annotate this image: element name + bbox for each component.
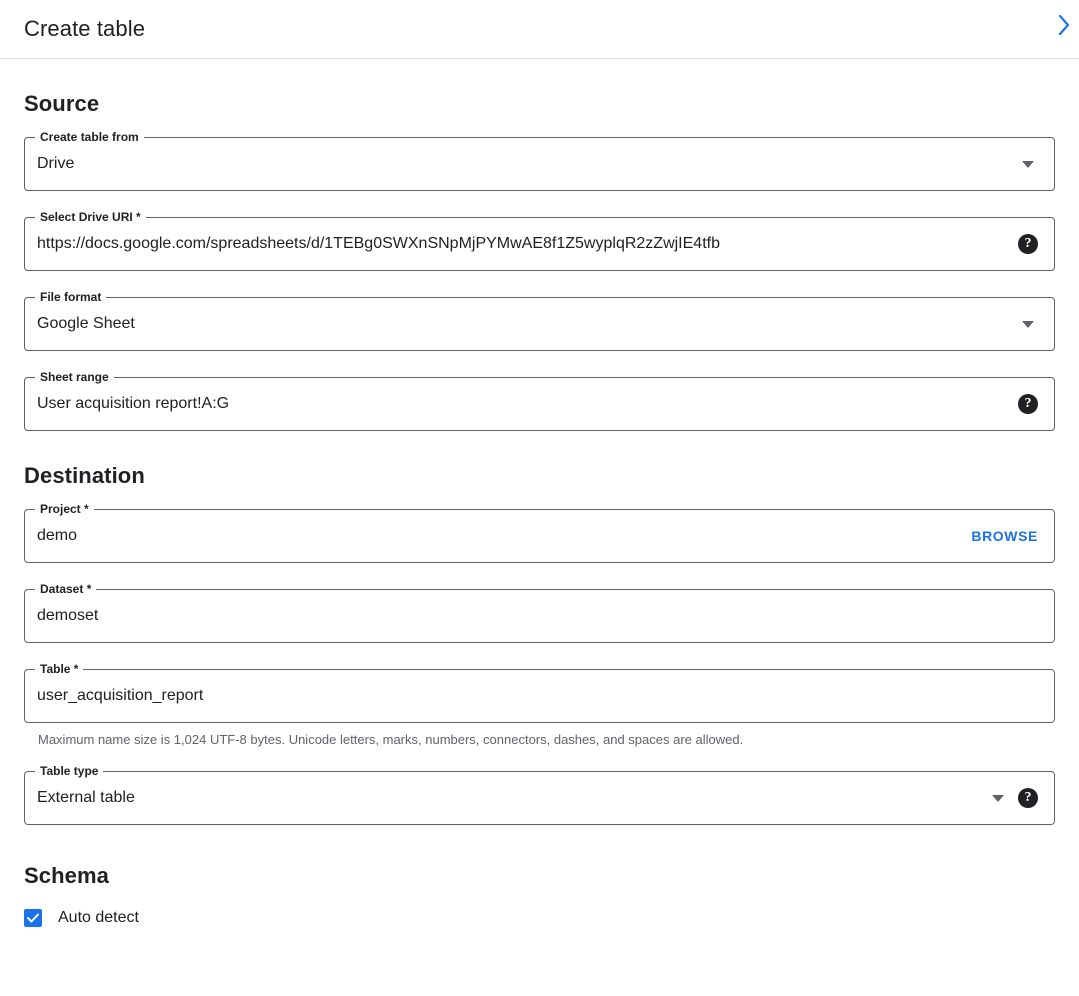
schema-section-title: Schema — [24, 863, 109, 888]
help-icon[interactable]: ? — [1018, 234, 1038, 254]
table-name-label: Table * — [35, 662, 83, 676]
help-icon[interactable]: ? — [1018, 394, 1038, 414]
help-icon[interactable]: ? — [1018, 788, 1038, 808]
auto-detect-checkbox[interactable] — [24, 909, 42, 927]
drive-uri-value: https://docs.google.com/spreadsheets/d/1TEBg0SWXnSNpMjPYMwAE8f1Z5wyplqR2zZwjIE4tfb — [37, 235, 720, 252]
table-name-value: user_acquisition_report — [37, 687, 204, 704]
create-table-from-value: Drive — [37, 155, 75, 172]
project-label: Project * — [35, 502, 94, 516]
file-format-select[interactable] — [24, 290, 1055, 351]
sheet-range-input[interactable] — [24, 370, 1055, 431]
sheet-range-value: User acquisition report!A:G — [37, 395, 230, 412]
chevron-down-icon[interactable] — [1022, 161, 1034, 168]
table-type-label: Table type — [35, 764, 103, 778]
create-table-from-select[interactable] — [24, 130, 1055, 191]
dataset-input[interactable] — [24, 582, 1055, 643]
project-input[interactable] — [24, 502, 1055, 563]
create-table-from-label: Create table from — [35, 130, 144, 144]
drive-uri-label: Select Drive URI * — [35, 210, 146, 224]
source-section-title: Source — [24, 91, 100, 116]
page-title: Create table — [24, 16, 146, 41]
destination-section-title: Destination — [24, 463, 145, 488]
dataset-value: demoset — [37, 607, 99, 624]
auto-detect-row[interactable] — [24, 909, 1055, 927]
table-type-select[interactable] — [24, 764, 1055, 825]
sheet-range-label: Sheet range — [35, 370, 114, 384]
dialog-body — [0, 91, 1079, 927]
drive-uri-input[interactable] — [24, 210, 1055, 271]
project-value: demo — [37, 527, 78, 544]
table-type-value: External table — [37, 789, 135, 806]
dataset-label: Dataset * — [35, 582, 96, 596]
browse-button[interactable]: BROWSE — [971, 528, 1038, 544]
dialog-header — [0, 0, 1079, 59]
chevron-down-icon[interactable] — [992, 795, 1004, 802]
chevron-down-icon[interactable] — [1022, 321, 1034, 328]
table-name-help-text: Maximum name size is 1,024 UTF-8 bytes. Unicode letters, marks, numbers, connectors, dashes, and spaces are allowed. — [38, 732, 744, 747]
auto-detect-label: Auto detect — [58, 909, 139, 926]
chevron-right-icon[interactable] — [1049, 8, 1079, 42]
table-name-input[interactable] — [24, 662, 1055, 723]
file-format-value: Google Sheet — [37, 315, 135, 332]
file-format-label: File format — [35, 290, 106, 304]
